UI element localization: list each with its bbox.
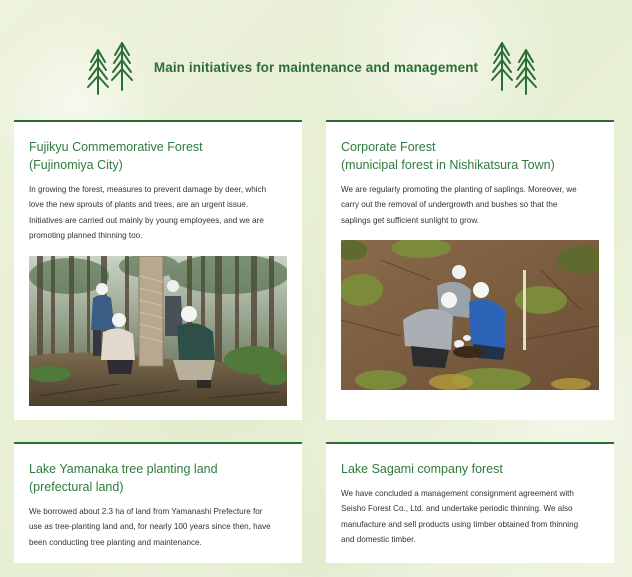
card-title — [29, 460, 218, 496]
card-text-line: and domestic timber. — [341, 535, 416, 545]
card-lake-sagami — [326, 442, 614, 563]
card-title-line1: Fujikyu Commemorative Forest — [29, 140, 203, 154]
card-text-line: We are regularly promoting the planting of saplings. Moreover, we — [341, 185, 577, 194]
card-text-line: Initiatives are carried out mainly by young employees, and we are — [29, 215, 264, 225]
card-text-line: We borrowed about 2.3 ha of land from Yamanashi Prefecture for — [29, 507, 263, 516]
card-text-line: manufacture and sell products using timber obtained from thinning — [341, 519, 579, 529]
card-description — [341, 486, 603, 548]
sapling-planting-photo — [341, 240, 599, 390]
card-text-line: carry out the removal of undergrowth and bushes so that the — [341, 200, 558, 210]
card-text-line: We have concluded a management consignment agreement with — [341, 489, 574, 498]
card-text-line: Seisho Forest Co., Ltd. and undertake periodic thinning. We also — [341, 504, 573, 514]
section-header — [0, 0, 632, 110]
card-text-line: In growing the forest, measures to prevent damage by deer, which — [29, 185, 267, 194]
card-title — [341, 138, 555, 174]
card-title-line1: Lake Sagami company forest — [341, 462, 503, 476]
card-text-line: use as tree-planting land and, for nearly 100 years since then, have — [29, 522, 271, 532]
card-text-line: been conducting tree planting and maintenance. — [29, 537, 202, 547]
forest-workers-photo — [29, 256, 287, 406]
card-fujikyu-forest — [14, 120, 302, 420]
card-text-line: saplings get sufficient sunlight to grow. — [341, 215, 479, 225]
card-title-line1: Corporate Forest — [341, 140, 436, 154]
card-title — [29, 138, 203, 174]
card-title-line2: (municipal forest in Nishikatsura Town) — [341, 158, 555, 172]
card-title-line2: (Fujinomiya City) — [29, 158, 123, 172]
pine-trees-icon — [490, 40, 540, 101]
card-title — [341, 460, 503, 478]
card-text-line: promoting planned thinning too. — [29, 231, 143, 241]
card-corporate-forest — [326, 120, 614, 420]
section-title: Main initiatives for maintenance and management — [153, 60, 479, 75]
card-text-line: love the new sprouts of plants and trees, are an urgent issue. — [29, 200, 249, 210]
card-title-line1: Lake Yamanaka tree planting land — [29, 462, 218, 476]
card-description — [29, 182, 291, 244]
card-description — [341, 182, 603, 228]
card-title-line2: (prefectural land) — [29, 480, 124, 494]
card-lake-yamanaka — [14, 442, 302, 563]
card-description — [29, 504, 291, 550]
